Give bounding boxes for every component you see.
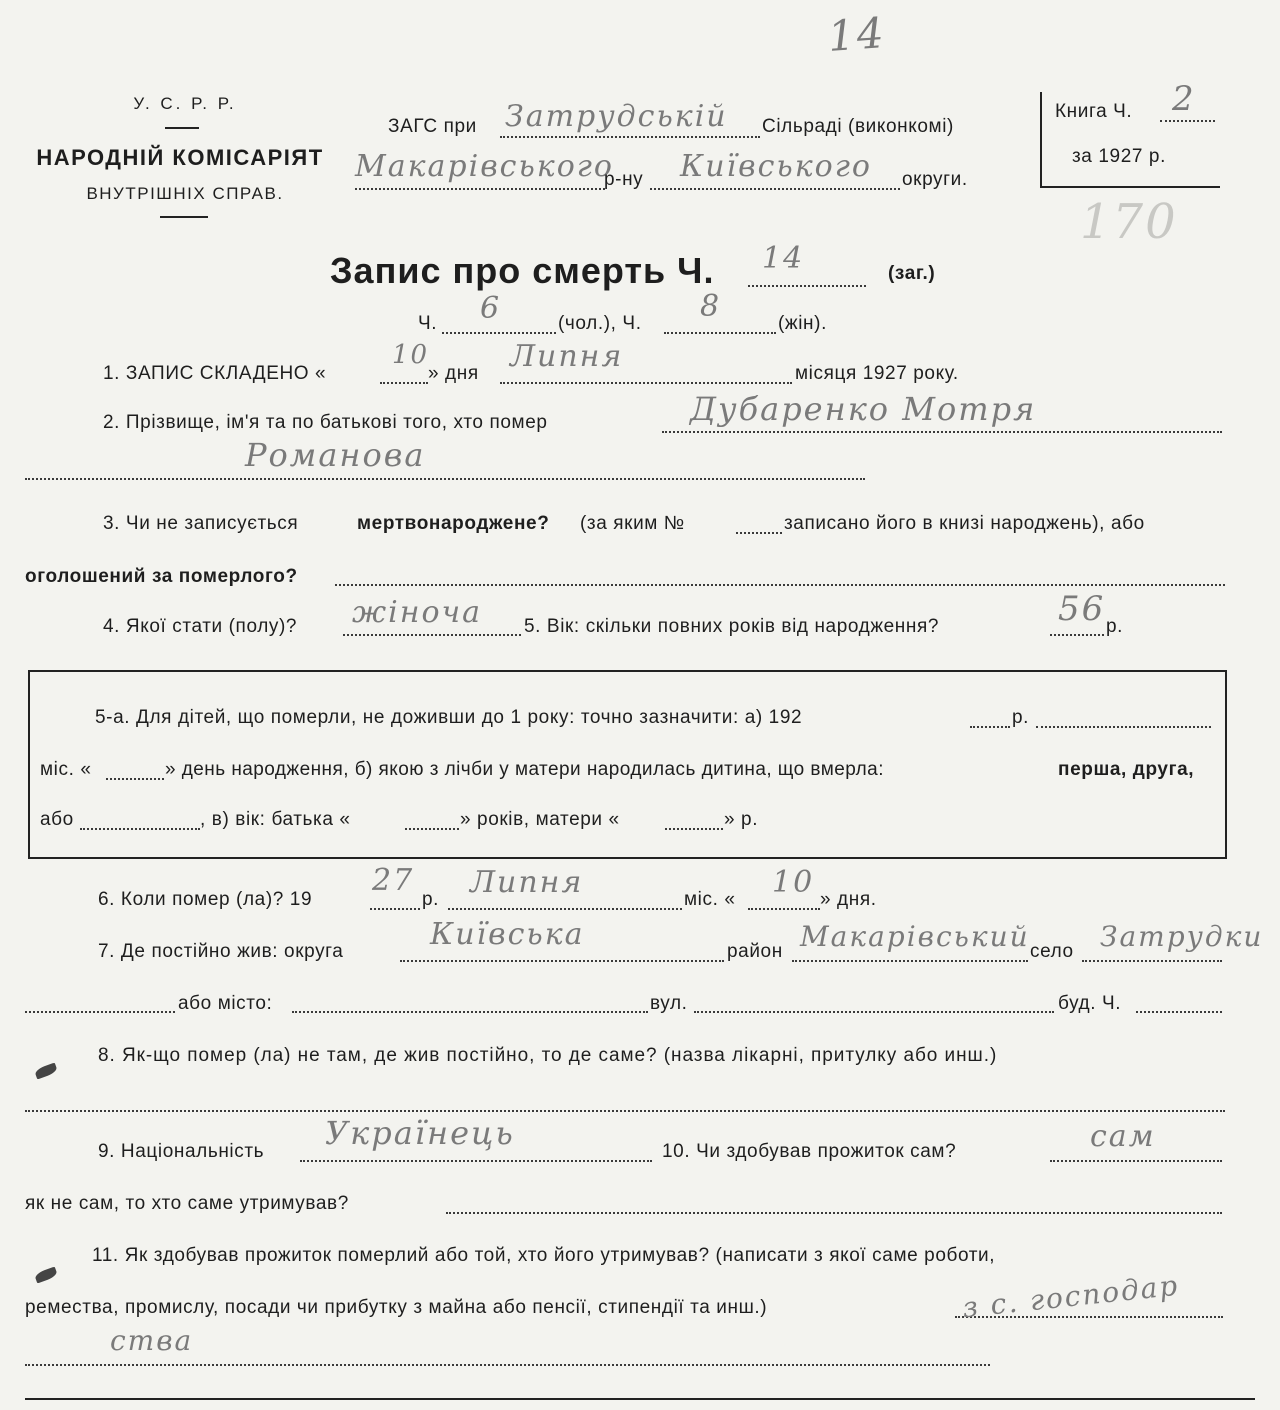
f7-line2-start (25, 1011, 175, 1013)
title-number: 14 (762, 241, 805, 276)
f9-line (300, 1160, 652, 1162)
okruha-line (650, 188, 900, 190)
rayon-label: р-ну (604, 169, 644, 190)
zags-at-label: ЗАГС при (388, 116, 477, 137)
f7-rayon: район (727, 941, 783, 962)
zags-at-line (500, 136, 760, 138)
f5a-year-line (970, 726, 1010, 728)
book-bracket-bottom (1040, 186, 1220, 188)
f2-line-1 (662, 431, 1222, 433)
f7-okruha-line (400, 960, 724, 962)
f6-label: 6. Коли помер (ла)? 19 (98, 889, 313, 910)
f7-house-line (1136, 1011, 1222, 1013)
f1-mid: » дня (428, 363, 479, 384)
f7-selo-line (1082, 960, 1222, 962)
f7-line2b: вул. (650, 993, 688, 1014)
sub-ch1: Ч. (418, 313, 438, 334)
f5a-other-line (80, 828, 200, 830)
f3-line-2 (335, 584, 1225, 586)
book-number: 2 (1172, 79, 1196, 119)
f6-end: » дня. (820, 889, 877, 910)
f4-value: жіноча (352, 595, 483, 630)
f9-support-line (446, 1212, 1222, 1214)
f7-okruha-value: Київська (430, 917, 585, 952)
f5a-line3a: або (40, 809, 74, 830)
f9-value: Українець (325, 1114, 515, 1152)
f3-stillborn: мертвонароджене? (357, 513, 550, 534)
f6-day-line (748, 908, 820, 910)
f5a-line2c: перша, друга, (1058, 759, 1195, 780)
f1-label: 1. ЗАПИС СКЛАДЕНО « (103, 363, 327, 384)
f1-month-value: Липня (510, 339, 624, 374)
margin-mark-1 (34, 1063, 58, 1080)
commissariat-label: НАРОДНІЙ КОМІСАРІЯТ (36, 145, 324, 170)
f2-line-2 (25, 478, 865, 480)
f8-label: 8. Як-що помер (ла) не там, де жив постійно, то де саме? (назва лікарні, притулку або инш.) (98, 1045, 998, 1066)
f2-label: 2. Прізвище, ім'я та по батькові того, хто помер (103, 412, 548, 433)
f6-year-value: 27 (372, 863, 415, 898)
f5a-line1-tail (1036, 726, 1211, 728)
f6-r: р. (422, 889, 440, 910)
f5a-line1: 5-а. Для дітей, що померли, не доживши до 1 року: точно зазначити: а) 192 (95, 707, 803, 728)
rayon-line (355, 188, 605, 190)
f1-day-line (380, 382, 428, 384)
f1-month-line (500, 382, 792, 384)
f5a-father-line (405, 828, 459, 830)
f1-day-value: 10 (392, 340, 430, 370)
f11-value-1: з с. господар (960, 1268, 1181, 1325)
margin-number-2: 170 (1080, 194, 1178, 250)
f6-year-line (370, 908, 420, 910)
f1-end: місяця 1927 року. (795, 363, 959, 384)
f5a-line3b: , в) вік: батька « (200, 809, 351, 830)
f5a-line2a: міс. « (40, 759, 92, 780)
f9-line2: як не сам, то хто саме утримував? (25, 1193, 349, 1214)
f6-mis: міс. « (684, 889, 736, 910)
f5a-line3c: » років, матери « (460, 809, 620, 830)
page-title: Запис про смерть Ч. (330, 250, 715, 291)
title-number-line (748, 285, 866, 287)
f11-value-2: ства (110, 1324, 194, 1357)
f7-selo: село (1030, 941, 1074, 962)
f4-label: 4. Якої стати (полу)? (103, 616, 298, 637)
sub-female: (жін). (778, 313, 827, 334)
f3-number-line (736, 532, 782, 534)
f6-month-line (448, 908, 682, 910)
f11-line2: ремества, промислу, посади чи прибутку з майна або пенсії, стипендії та инш.) (25, 1297, 768, 1318)
f9-label: 9. Національність (98, 1141, 265, 1162)
f11-line1: 11. Як здобував прожиток померлий або той, хто його утримував? (написати з якої саме роботи, (92, 1245, 996, 1266)
margin-number: 14 (826, 8, 888, 61)
f7-selo-value: Затрудки (1100, 920, 1264, 953)
f7-rayon-value: Макарівський (800, 920, 1030, 953)
zags-at-value: Затрудській (505, 99, 728, 134)
okruha-label: округи. (902, 169, 968, 190)
ussr-label: У. С. Р. Р. (133, 94, 237, 113)
f5a-line2b: » день народження, б) якою з лічби у матери народилась дитина, що вмерла: (165, 759, 884, 780)
book-line (1160, 120, 1215, 122)
f7-label: 7. Де постійно жив: округа (98, 941, 344, 962)
header-divider-2 (160, 216, 208, 218)
bottom-rule (25, 1398, 1255, 1400)
female-line (664, 332, 776, 334)
title-suffix: (заг.) (888, 263, 936, 284)
f3-line1c: (за яким № (580, 513, 685, 534)
f4-line (343, 634, 521, 636)
rayon-value: Макарівського (355, 149, 614, 184)
f5a-line1b: р. (1012, 707, 1030, 728)
f6-day-value: 10 (772, 865, 815, 900)
f5a-mother-line (665, 828, 723, 830)
book-year: за 1927 р. (1072, 146, 1166, 167)
book-label: Книга Ч. (1055, 101, 1133, 122)
f7-street-line (694, 1011, 1054, 1013)
f2-value-2: Романова (245, 436, 426, 474)
male-line (442, 332, 556, 334)
f11-line-b (25, 1364, 990, 1366)
f5a-day-line (106, 778, 164, 780)
f6-month-value: Липня (470, 865, 584, 900)
female-value: 8 (700, 289, 722, 324)
f7-rayon-line (792, 960, 1028, 962)
f5-age-label: 5. Вік: скільки повних років від народження? (524, 616, 940, 637)
f5-age-line (1050, 634, 1104, 636)
f8-line (25, 1110, 1225, 1112)
f5a-line3d: » р. (724, 809, 759, 830)
department-label: ВНУТРІШНІХ СПРАВ. (86, 184, 284, 203)
f7-line2a: або місто: (178, 993, 273, 1014)
f7-city-line (292, 1011, 648, 1013)
okruha-value: Київського (680, 149, 872, 184)
f7-line2c: буд. Ч. (1058, 993, 1122, 1014)
male-value: 6 (480, 291, 502, 326)
f5-age-end: р. (1106, 616, 1124, 637)
header-divider-1 (165, 127, 199, 129)
f3-line1a: 3. Чи не записується (103, 513, 299, 534)
f3-declared-dead: оголошений за померлого? (25, 566, 298, 587)
selrada-label: Сільраді (виконкомі) (762, 116, 954, 137)
f3-line1d: записано його в книзі народжень), або (784, 513, 1145, 534)
f10-line (1050, 1160, 1222, 1162)
f10-label: 10. Чи здобував прожиток сам? (662, 1141, 957, 1162)
f10-value: сам (1090, 1119, 1156, 1154)
margin-mark-2 (34, 1267, 58, 1284)
f2-value-1: Дубаренко Мотря (690, 390, 1037, 428)
f5-age-value: 56 (1058, 589, 1106, 629)
sub-male: (чол.), Ч. (558, 313, 642, 334)
book-bracket-left (1040, 92, 1042, 188)
